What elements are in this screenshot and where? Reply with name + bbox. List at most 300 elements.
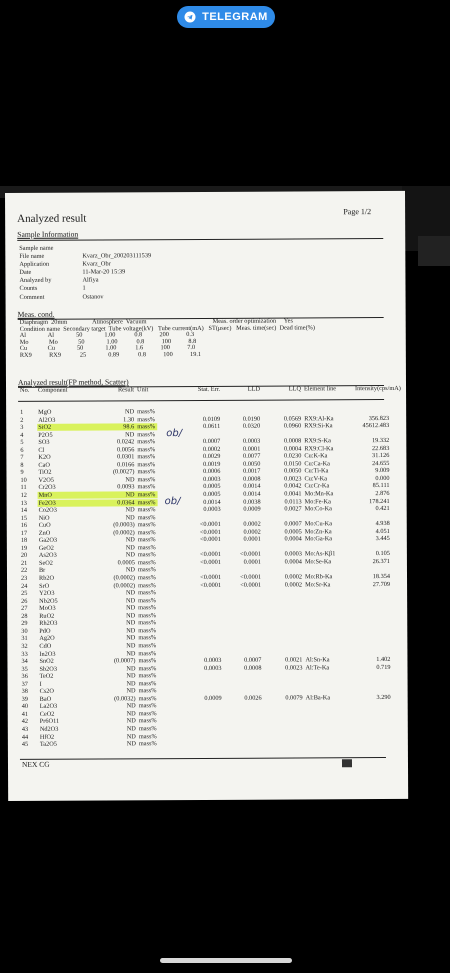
cell-component: In2O3 [39,650,56,658]
cell-stat-error: 0.0009 [204,694,222,702]
cell-unit: mass% [137,498,156,506]
cell-component: V2O5 [38,476,54,484]
cell-lld: 0.0009 [243,505,261,513]
info-value: Alfiya [82,276,99,284]
cell-element-line: RX9:Al-Ka [304,414,334,422]
cell-component: Nd2O3 [39,725,59,733]
cell-result: 1.30 [123,415,135,423]
result-heading: Analyzed result(FP method, Scatter) [17,377,129,387]
cell-result: ND [125,513,135,522]
cell-lld: <0.0001 [240,581,262,589]
cell-row-number: 37 [21,680,28,688]
cell-llq: 0.0021 [285,656,303,664]
cell-result: (0.0003) [113,521,135,529]
cell-row-number: 4 [20,431,24,439]
cell-lld: 0.0001 [243,558,261,566]
cell-component: I [39,680,42,688]
cell-unit: mass% [138,694,157,703]
cell-component: SrO [39,582,50,590]
meas-line: Al Al 50 1.00 0.8 200 0.3 [19,331,195,340]
cell-component: HfO2 [39,733,55,741]
cell-result: 0.0166 [117,461,135,469]
column-header-row-number: No. [20,386,30,394]
cell-llq: 0.0960 [283,422,302,430]
cell-unit: mass% [137,574,156,582]
cell-component: GeO2 [38,544,54,552]
cell-row-number: 8 [20,461,24,469]
cell-unit: mass% [137,551,156,559]
cell-lld: 0.0008 [243,475,261,483]
cell-row-number: 18 [20,537,28,545]
cell-component: MgO [38,408,52,416]
cell-lld: 0.0026 [244,694,262,702]
cell-stat-error: 0.0611 [203,422,221,431]
cell-llq: 0.0004 [283,445,302,453]
cell-result: (0.0027) [112,468,135,476]
cell-unit: mass% [138,664,157,672]
cell-unit: mass% [137,559,156,567]
cell-row-number: 32 [21,642,28,650]
cell-row-number: 22 [20,567,28,575]
cell-result: (0.0002) [113,581,136,590]
table-row [22,739,392,748]
cell-intensity: 4.938 [375,520,390,528]
cell-row-number: 23 [21,574,28,582]
column-header-lld: LLD [247,385,261,393]
cell-intensity: 1.402 [376,656,391,664]
cell-component: MoO3 [39,604,56,613]
column-header-unit: Unit [137,386,149,394]
cell-result: (0.0032) [114,695,136,703]
column-header-component: Component [38,386,68,394]
cell-intensity: 31.126 [372,452,390,460]
cell-unit: mass% [138,679,157,687]
cell-unit: mass% [138,725,157,733]
cell-lld: 0.0050 [243,460,261,468]
cell-unit: mass% [137,536,156,544]
cell-llq: 0.0027 [284,505,302,513]
cell-llq: 0.0023 [285,664,303,672]
cell-result: ND [126,664,136,672]
cell-component: Cs2O [39,687,54,696]
cell-intensity: 26.371 [372,557,390,566]
cell-row-number: 41 [21,710,29,718]
cell-lld: 0.0320 [242,422,261,430]
cell-unit: mass% [138,702,157,710]
column-header-intensity: Intensity(cps/mA) [355,384,401,393]
cell-row-number: 27 [21,605,28,613]
telegram-banner[interactable] [177,6,275,28]
cell-element-line: RX9:S-Ka [304,437,331,445]
cell-unit: mass% [137,491,156,499]
cell-row-number: 1 [20,408,24,416]
cell-unit: mass% [137,445,156,454]
cell-llq: 0.0007 [284,520,302,528]
cell-stat-error: 0.0003 [204,656,222,665]
cell-unit: mass% [137,423,156,431]
cell-unit: mass% [138,657,157,665]
cell-llq: 0.0113 [284,498,302,506]
cell-row-number: 36 [21,673,28,681]
cell-llq: 0.0004 [284,535,302,543]
cell-lld: 0.0003 [242,437,261,445]
handwritten-note: ob/ [164,496,181,508]
cell-row-number: 39 [21,695,28,703]
cell-lld: 0.0008 [244,664,262,672]
cell-unit: mass% [137,468,156,476]
cell-component: CeO2 [39,710,55,718]
cell-llq: 0.0023 [284,475,302,483]
cell-unit: mass% [138,611,157,620]
cell-component: As2O3 [38,552,57,560]
cell-result: ND [125,589,136,597]
cell-component: Al2O3 [38,416,56,424]
info-label: Sample name [19,244,54,252]
cell-intensity: 0.421 [375,505,390,513]
cell-row-number: 19 [20,544,28,552]
cell-unit: mass% [138,710,157,718]
cell-lld: 0.0002 [243,520,261,528]
cell-lld: 0.0014 [243,490,261,498]
cell-component: K2O [38,454,51,462]
column-header-element-line: Element line [304,385,337,393]
cell-result: ND [126,649,136,657]
info-row [20,293,152,302]
cell-component: Ag2O [39,635,55,643]
cell-component: SnO2 [39,657,54,665]
cell-row-number: 25 [21,590,28,598]
background-object [418,236,450,266]
cell-component: CdO [39,642,52,650]
cell-row-number: 3 [20,424,24,432]
cell-stat-error: <0.0001 [200,558,221,566]
cell-unit: mass% [137,566,156,574]
footer-logo [342,759,352,767]
cell-stat-error: 0.0109 [202,415,221,423]
cell-unit: mass% [138,634,157,642]
cell-unit: mass% [138,596,156,604]
cell-unit: mass% [138,740,157,748]
cell-element-line: Mo:Se-Ka [304,558,332,566]
cell-result: ND [125,476,135,484]
cell-row-number: 30 [21,627,28,635]
cell-result: ND [126,725,136,733]
cell-intensity: 3.290 [376,693,391,701]
cell-stat-error: <0.0001 [200,551,221,559]
info-value: 1 [82,285,86,293]
cell-result: ND [125,544,135,552]
cell-llq: 0.0050 [284,467,302,475]
meas-line: RX9 RX9 25 0.89 0.8 100 19.1 [19,350,202,359]
meas-cond-heading: Meas. cond. [17,309,55,319]
info-label: Counts [19,285,38,293]
cell-element-line: Cu:Ti-Ka [304,467,329,475]
cell-lld: 0.0190 [242,415,261,423]
cell-component: Br [38,567,46,575]
cell-unit: mass% [138,589,156,597]
cell-row-number: 31 [21,635,28,643]
cell-unit: mass% [138,619,157,627]
document-title: Analyzed result [17,212,87,225]
cell-intensity: 178.241 [369,497,390,505]
telegram-label: TELEGRAM [202,11,268,23]
cell-stat-error: 0.0007 [202,438,221,446]
info-label: Date [19,269,32,277]
column-header-result: Result [117,386,135,394]
cell-component: Ta2O5 [39,740,57,748]
cell-result: ND [126,634,136,642]
cell-stat-error: 0.0006 [203,468,221,476]
cell-component: CaO [38,461,50,469]
cell-row-number: 14 [20,506,27,515]
cell-element-line: Mo:Cu-Ka [304,520,333,528]
cell-result: ND [125,566,135,574]
cell-result: ND [126,680,136,688]
cell-component: Pr6O11 [39,718,60,726]
cell-result: ND [126,612,136,620]
meas-line: Mo Mo 50 1.00 0.8 100 8.8 [19,337,197,346]
cell-row-number: 12 [20,491,27,499]
cell-stat-error: 0.0003 [204,664,222,672]
cell-stat-error: 0.0005 [203,483,221,491]
cell-element-line: Mo:Rb-Ka [304,573,333,581]
cell-component: La2O3 [39,703,58,711]
telegram-icon [184,11,196,23]
column-header-stat-error: Stat. Err. [197,385,221,393]
cell-unit: mass% [138,581,156,589]
cell-unit: mass% [138,672,157,680]
cell-intensity: 24.655 [372,459,390,467]
cell-element-line: Al:Te-Ka [305,663,330,672]
cell-result: ND [126,740,136,748]
cell-unit: mass% [137,544,156,552]
cell-lld: <0.0001 [240,573,262,581]
meas-line: Diaphragm 20mm Atmosphere Vacuum Meas. order optimization Yes [19,317,293,326]
cell-stat-error: 0.0014 [203,498,221,506]
cell-unit: mass% [137,476,156,484]
cell-result: ND [126,619,136,627]
cell-intensity: 19.332 [371,437,390,445]
cell-component: SeO2 [38,559,53,567]
meas-line: Condition name Secondary target Tube voltage(kV) Tube current(mA) ST(μsec) Meas. time(sec) Dead time(%) [19,323,316,333]
cell-component: SO3 [38,438,50,447]
cell-result: ND [126,596,136,605]
cell-component: MnO [38,491,52,499]
cell-lld: 0.0002 [243,528,261,536]
cell-row-number: 17 [20,529,28,537]
cell-llq: 0.0569 [283,414,302,423]
cell-lld: 0.0001 [242,445,261,453]
cell-row-number: 42 [21,718,29,726]
divider [18,399,384,402]
cell-element-line: Cu:Cr-Ka [304,482,330,490]
cell-result: 98.6 [123,423,135,431]
cell-unit: mass% [138,717,157,725]
handwritten-note: ob/ [166,428,183,440]
cell-component: PdO [39,627,51,635]
document-photo[interactable] [5,191,408,801]
cell-row-number: 43 [21,725,29,733]
cell-lld: 0.0038 [243,498,261,506]
cell-row-number: 26 [21,597,28,605]
cell-component: NiO [38,514,50,522]
cell-component: CuO [38,521,51,530]
cell-result: ND [126,642,136,650]
result-table-header [20,384,401,394]
cell-stat-error: <0.0001 [199,536,221,544]
cell-llq: 0.0002 [284,573,303,581]
cell-stat-error: 0.0029 [203,453,221,461]
cell-result: 0.0093 [117,483,135,491]
cell-component: RuO2 [39,612,55,620]
cell-row-number: 24 [21,582,28,590]
cell-row-number: 16 [20,522,28,530]
cell-result: 0.0005 [117,559,135,567]
cell-lld: 0.0001 [243,535,261,544]
home-indicator[interactable] [160,958,292,963]
result-table [20,407,392,749]
cell-llq: 0.0150 [284,460,302,468]
cell-component: Fe2O3 [38,499,56,507]
footer-label: NEX CG [21,759,50,769]
cell-row-number: 40 [21,703,29,711]
cell-result: ND [126,672,136,680]
cell-intensity: 356.823 [368,414,390,422]
cell-intensity: 9.009 [375,467,390,475]
cell-lld: 0.0077 [243,452,261,461]
cell-llq: 0.0003 [284,550,302,558]
cell-stat-error: <0.0001 [200,581,222,589]
cell-intensity: 0.000 [375,474,390,482]
cell-element-line: Mo:Co-Ka [304,505,332,513]
cell-stat-error: <0.0001 [200,573,222,582]
cell-unit: mass% [138,649,157,657]
cell-row-number: 21 [20,559,28,567]
cell-row-number: 34 [21,657,28,665]
cell-result: ND [125,551,135,559]
cell-llq: 0.0230 [284,452,302,460]
cell-row-number: 44 [21,733,29,741]
cell-component: Ga2O3 [38,537,58,545]
cell-lld: 0.0014 [243,483,261,491]
cell-row-number: 2 [20,416,24,424]
cell-result: 0.0301 [117,453,135,461]
cell-result: (0.0007) [113,657,136,665]
info-value: 11-Mar-20 15:39 [82,268,126,276]
cell-unit: mass% [137,430,156,438]
cell-unit: mass% [138,627,157,635]
cell-unit: mass% [138,642,157,650]
info-label: Analyzed by [19,277,52,285]
cell-element-line: Mo:Fe-Ka [304,497,331,505]
cell-unit: mass% [137,453,156,461]
cell-component: Rh2O3 [39,620,58,628]
cell-element-line: Mo:Ga-Ka [304,535,333,543]
cell-stat-error: 0.0019 [203,460,221,468]
cell-llq: 0.0005 [284,528,302,536]
cell-result: ND [125,506,135,514]
cell-component: TeO2 [39,672,54,680]
cell-result: ND [126,627,136,635]
cell-component: SiO2 [38,423,52,431]
info-value: Kvarz_Obr [82,260,111,268]
sample-info-list [19,244,151,301]
cell-result: 0.0056 [116,446,135,454]
cell-llq: 0.0008 [283,437,302,445]
cell-unit: mass% [137,506,156,514]
info-value: Ostanov [82,293,104,301]
cell-row-number: 28 [21,612,28,620]
cell-intensity: 45612.483 [362,422,390,430]
info-label: Comment [19,293,45,301]
cell-result: ND [126,604,136,612]
cell-result: (0.0002) [113,574,136,582]
cell-row-number: 15 [20,514,28,522]
cell-element-line: RX9:Cl-Ka [304,445,334,453]
cell-lld: <0.0001 [240,551,261,559]
cell-intensity: 3.445 [375,535,390,543]
cell-result: ND [125,536,135,544]
cell-unit: mass% [137,438,156,446]
cell-intensity: 85.111 [372,482,390,490]
cell-llq: 0.0079 [285,694,303,702]
cell-element-line: Cu:Ca-Ka [304,460,330,468]
cell-result: ND [126,687,136,695]
cell-row-number: 38 [21,688,28,696]
cell-component: P2O5 [38,431,53,439]
info-label: Application [19,260,50,269]
cell-intensity: 27.709 [372,580,391,588]
cell-result: ND [126,710,136,718]
divider [20,757,386,760]
cell-element-line: Al:Sn-Ka [305,656,330,664]
cell-result: ND [126,717,136,725]
info-label: File name [19,252,45,261]
cell-result: ND [126,732,136,740]
cell-intensity: 0.105 [375,550,390,558]
cell-element-line: Mo:As-Kβ1 [304,550,336,558]
cell-element-line: Mo:Mn-Ka [304,490,334,498]
cell-intensity: 4.051 [375,527,390,535]
cell-component: Co2O3 [38,506,57,514]
cell-intensity: 2.876 [375,490,390,498]
cell-element-line: Al:Ba-Ka [305,694,331,702]
cell-component: Cl [38,446,45,454]
cell-unit: mass% [138,732,157,740]
cell-stat-error: 0.0002 [202,445,221,453]
page-number: Page 1/2 [343,207,372,217]
info-value: Kvarz_Obr_200203111539 [82,252,152,260]
cell-component: Nb2O5 [39,597,58,605]
meas-cond-table [20,317,380,358]
cell-component: Cr2O3 [38,484,56,492]
cell-component: Rb2O [38,574,55,582]
cell-row-number: 11 [20,484,27,492]
cell-component: TiO2 [38,469,52,477]
cell-row-number: 7 [20,454,24,462]
cell-stat-error: 0.0003 [203,475,221,483]
cell-llq: 0.0042 [284,482,302,491]
cell-result: ND [126,702,136,710]
cell-result: ND [125,491,135,499]
cell-component: Sb2O3 [39,665,58,673]
cell-unit: mass% [138,687,157,695]
cell-intensity: 0.719 [376,663,391,671]
cell-row-number: 13 [20,499,27,507]
cell-result: 0.0242 [116,438,135,446]
cell-element-line: Cu:V-Ka [304,475,328,483]
cell-row-number: 33 [21,650,28,658]
